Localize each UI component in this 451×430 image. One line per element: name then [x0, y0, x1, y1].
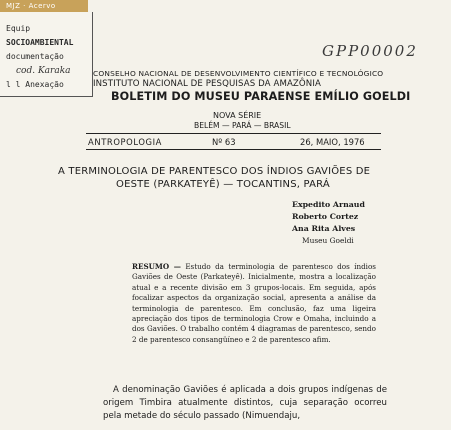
article-title-line2: OESTE (PARKATEYÊ) — TOCANTINS, PARÁ: [116, 179, 330, 190]
issue-date: 26, MAIO, 1976: [300, 137, 365, 147]
issue-number: Nº 63: [212, 137, 236, 147]
stamp-line: SOCIOAMBIENTAL: [6, 38, 74, 47]
affiliation: Museu Goeldi: [302, 236, 354, 245]
place-label: BELÉM — PARÁ — BRASIL: [194, 121, 291, 130]
stamp-line: documentação: [6, 52, 64, 61]
bulletin-title: BOLETIM DO MUSEU PARAENSE EMÍLIO GOELDI: [111, 90, 411, 103]
author: Ana Rita Alves: [292, 224, 356, 233]
stamp-line: Equip: [6, 24, 31, 33]
handwritten-code: GPP00002: [322, 42, 418, 60]
top-rule: [86, 133, 381, 134]
institute-name: INSTITUTO NACIONAL DE PESQUISAS DA AMAZÔNIA: [93, 79, 321, 89]
section-label: ANTROPOLOGIA: [88, 137, 163, 147]
abstract-text: Estudo da terminologia de parentesco dos índios Gaviões de Oeste (Parkateyê). Inicialmente, mostra a localização atual e a recente divisão em 3 grupos-locais. Em seguida, após focalizar aspectos da organização social, apresenta a análise da terminologia de parentesco. Em conclusão, faz uma ligeira apreciação dos tipos de terminologia Crow e Omaha, incluindo a dos Gaviões. O trabalho contém 4 diagramas de parentesco, sendo 2 de parentesco consangüíneo e 2 de parentesco afim.: [132, 262, 376, 344]
bottom-rule: [86, 149, 381, 150]
article-title-line1: A TERMINOLOGIA DE PARENTESCO DOS ÍNDIOS GAVIÕES DE: [58, 166, 371, 177]
council-name: CONSELHO NACIONAL DE DESENVOLVIMENTO CIENTÍFICO E TECNOLÓGICO: [93, 69, 384, 78]
series-label: NOVA SÉRIE: [213, 111, 262, 120]
archive-banner: MJZ · Acervo: [0, 0, 88, 12]
abstract: [132, 262, 376, 345]
stamp-line: cod. Karaka: [16, 66, 71, 76]
abstract-label: RESUMO —: [132, 262, 181, 271]
author: Expedito Arnaud: [292, 200, 365, 209]
author: Roberto Cortez: [292, 212, 359, 221]
stamp-line: l l Anexação: [6, 80, 64, 89]
body-paragraph: A denominação Gaviões é aplicada a dois grupos indígenas de origem Timbira atualmente distintos, cuja separação ocorreu pela metade do século passado (Nimuendaju,: [103, 385, 387, 421]
